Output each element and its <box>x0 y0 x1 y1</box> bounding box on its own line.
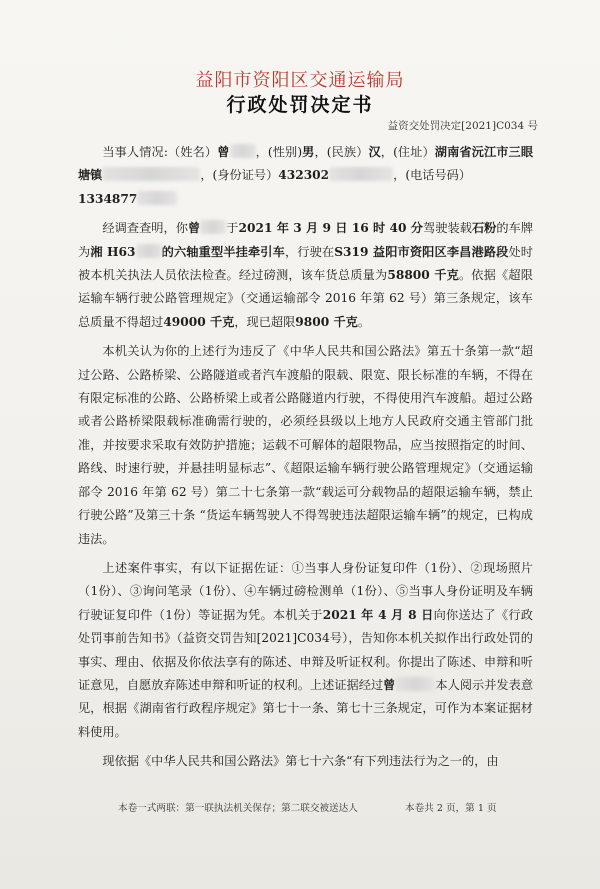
document-title: 行政处罚决定书 <box>226 94 374 116</box>
text-segment: 本人阅示并发表意见，根据《湖南省行政程序规定》第七十一条、第七十三条规定，可作为本案证据材料使用。 <box>78 677 534 739</box>
address-label: ，(住址） <box>380 145 435 159</box>
id-label: ，(身份证号） <box>200 168 279 183</box>
vehicle-type: 的六轴重型半挂牵引车 <box>161 244 285 259</box>
text-segment: 驾驶装载 <box>423 221 472 236</box>
text-segment: 上述案件事实，有以下证据佐证：①当事人身份证复印件（1份）、②现场照片（1份）、③询问笔录（1份）、④车辆过磅检测单（1份）、⑤当事人身份证明及车辆行驶证复印件（1份）等证据为凭。本机关于 <box>78 560 533 622</box>
party-name: 曾 <box>217 145 230 159</box>
party-address: 湖南省沅江市三眼塘镇 <box>78 145 534 183</box>
party-ethnicity: 汉 <box>368 145 381 159</box>
party-name: 曾 <box>188 221 201 236</box>
document-body <box>78 141 533 780</box>
issuing-organization: 益阳市资阳区交通运输局 <box>195 70 405 91</box>
text-segment: 。 <box>357 314 371 329</box>
facts-paragraph <box>78 217 533 334</box>
party-phone: 1334877 <box>78 191 138 206</box>
party-label: 当事人情况:（姓名） <box>102 145 218 159</box>
party-gender: 男 <box>302 145 315 159</box>
cargo-type: 石粉 <box>471 221 497 236</box>
page-indicator: 本卷共 2 页，第 1 页 <box>405 803 497 814</box>
notice-date: 2021 年 4 月 8 日 <box>322 607 434 622</box>
violation-location: S319 益阳市资阳区李昌港路段 <box>334 244 509 259</box>
party-id-number: 432302 <box>278 168 330 183</box>
redaction-mark <box>230 144 256 158</box>
over-weight: 9800 千克 <box>295 314 358 329</box>
document-number: 益资交处罚决定[2021]C034 号 <box>387 120 538 132</box>
text-segment: ，行驶在 <box>284 244 335 259</box>
legal-basis-paragraph: 本机关认为你的上述行为违反了《中华人民共和国公路法》第五十条第一款“超过公路、公路桥梁、公路隧道或者汽车渡船的限载、限宽、限长标准的车辆，不得在有限定标准的公路、公路桥梁上或者公路隧道内行驶，不得使用汽车渡船。超过公路或者公路桥梁限载标准确需行驶的，必须经县级以上地方人民政府交通主管部门批准，并按要求采取有效防护措施；运载不可解体的超限物品，应当按照指定的时间、路线、时速行驶，并悬挂明显标志”、《超限运输车辆行驶公路管理规定》（交通运输部令 2016 年第 62 号）第二十七条第一款“载运可分载物品的超限运输车辆，禁止行驶公路”及第三十条 “货运车辆驾驶人不得驾驶违法超限运输车辆”的规定，已构成违法。 <box>78 344 533 546</box>
text-segment: 向你送达了《行政处罚事前告知书》（益资交罚告知[2021]C034号），告知你本机关拟作出行政处罚的事实、理由、依据及你依法享有的陈述、申辩及听证权利。你提出了陈述、申辩和听证意见，自愿放弃陈述申辩和听证的权利。上述证据经过 <box>78 607 533 692</box>
limit-weight: 49000 千克 <box>163 314 235 329</box>
text-segment: 的车牌为 <box>78 221 534 259</box>
text-segment: 经调查查明，你 <box>102 221 188 236</box>
redaction-mark <box>329 167 393 181</box>
redaction-mark <box>137 191 177 205</box>
total-weight: 58800 千克 <box>387 268 459 283</box>
gender-label: ，(性别) <box>255 145 303 159</box>
evidence-paragraph <box>78 557 533 744</box>
copies-note: 本卷一式两联：第一联执法机关保存；第二联交被送达人 <box>118 803 358 814</box>
redaction-mark <box>136 244 162 258</box>
text-segment: 于 <box>226 221 239 236</box>
license-plate: 湘 H63 <box>90 244 136 259</box>
party-info-paragraph <box>78 141 533 211</box>
violation-datetime: 2021 年 3 月 9 日 16 时 40 分 <box>238 221 424 236</box>
redaction-mark <box>102 167 200 181</box>
redaction-mark <box>200 220 226 234</box>
ethnicity-label: ，(民族） <box>314 145 369 159</box>
text-segment: ，现已超限 <box>234 314 296 329</box>
phone-label: ，(电话号码） <box>393 168 472 183</box>
text-segment: 。依据《超限运输车辆行驶公路管理规定》（交通运输部令 2016 年第 62 号）第三条规定，该车总质量不得超过 <box>78 268 533 329</box>
redaction-mark <box>395 677 435 691</box>
party-name: 曾 <box>383 677 396 692</box>
penalty-basis-paragraph: 现依据《中华人民共和国公路法》第七十六条“有下列违法行为之一的，由 <box>102 754 499 769</box>
text-segment: 处时被本机关执法人员依法检查。经过磅测，该车货总质量为 <box>78 244 533 283</box>
